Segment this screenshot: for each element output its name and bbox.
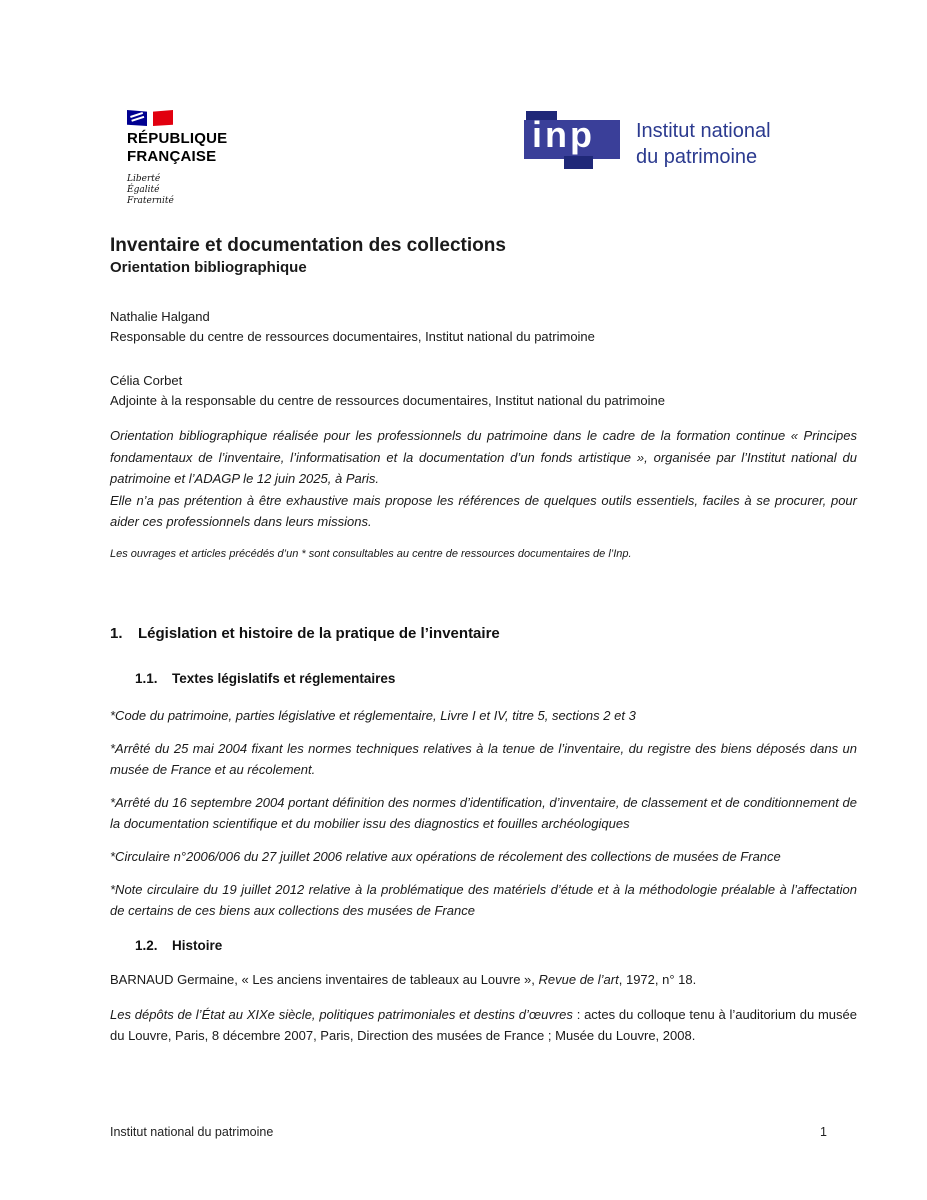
- footer-page-number: 1: [820, 1125, 827, 1139]
- bibliography-item: [110, 969, 857, 990]
- intro-paragraph-2: Elle n’a pas prétention à être exhaustive mais propose les références de quelques outils essentiels, faciles à se procurer, pour aider ces professionnels dans leurs missions.: [110, 492, 857, 529]
- page-title: Inventaire et documentation des collections: [110, 235, 506, 256]
- inp-logo: [524, 111, 771, 171]
- entry-text: , 1972, n° 18.: [618, 971, 697, 987]
- bibliography-item: *Arrêté du 25 mai 2004 fixant les normes techniques relatives à la tenue de l’inventaire, du registre des biens déposés dans un musée de France et au récolement.: [110, 740, 857, 777]
- section-title: Législation et histoire de la pratique de l’inventaire: [138, 624, 500, 642]
- inp-name-line2: du patrimoine: [636, 146, 758, 168]
- bibliography-item: *Arrêté du 16 septembre 2004 portant définition des normes d’identification, d’inventaire, de classement et de conditionnement de la documentation scientifique et du mobilier issu des diagnostics et fouilles archéologiques: [110, 794, 857, 831]
- intro-paragraph: [110, 425, 857, 533]
- author-role: Responsable du centre de ressources documentaires, Institut national du patrimoine: [110, 329, 595, 344]
- inp-logo-icon: [524, 111, 620, 171]
- entry-text: BARNAUD Germaine, « Les anciens inventaires de tableaux au Louvre »,: [110, 971, 539, 987]
- entry-text: : actes du colloque tenu à l’auditorium du musée du Louvre, Paris, 8 décembre 2007, Paris, Direction des musées de France ; Musée du Louvre, 2008.: [110, 1006, 857, 1043]
- rf-logo-name: [127, 130, 237, 166]
- rf-motto: [127, 174, 237, 207]
- subsection-title: Textes législatifs et réglementaires: [172, 670, 396, 686]
- section-number: 1.: [110, 624, 123, 642]
- author-name: Nathalie Halgand: [110, 309, 210, 324]
- bibliography-item: *Circulaire n°2006/006 du 27 juillet 2006 relative aux opérations de récolement des collections de musées de France: [110, 848, 781, 864]
- inp-acronym: inp: [532, 114, 595, 155]
- section-1-heading: [110, 624, 857, 644]
- bibliography-item: *Code du patrimoine, parties législative et réglementaire, Livre I et IV, titre 5, sections 2 et 3: [110, 707, 636, 723]
- author-block-1: [110, 307, 857, 347]
- document-content: [110, 233, 857, 1046]
- author-role: Adjointe à la responsable du centre de ressources documentaires, Institut national du patrimoine: [110, 393, 665, 408]
- author-block-2: [110, 371, 857, 411]
- subsection-number: 1.2.: [135, 937, 158, 953]
- entry-cited-work: Les dépôts de l’État au XIXe siècle, politiques patrimoniales et destins d’œuvres: [110, 1006, 573, 1022]
- rf-motto-line3: Fraternité: [127, 196, 174, 206]
- flag-blue-block: [127, 110, 147, 126]
- footer-institution: Institut national du patrimoine: [110, 1125, 274, 1139]
- rf-name-line1: RÉPUBLIQUE: [127, 130, 228, 147]
- inp-institute-name: [636, 118, 771, 170]
- intro-paragraph-1: Orientation bibliographique réalisée pour les professionnels du patrimoine dans le cadre de la formation continue « Principes fondamentaux de l’inventaire, l’informatisation et la documentation d’un fonds artistique », organisée par l’Institut national du patrimoine et l’ADAGP le 12 juin 2025, à Paris.: [110, 428, 857, 486]
- republique-francaise-logo: [127, 110, 237, 207]
- inp-name-line1: Institut national: [636, 120, 771, 142]
- bibliography-item: [110, 1004, 857, 1046]
- subsection-number: 1.1.: [135, 670, 158, 686]
- page-footer: [110, 1124, 827, 1140]
- subsection-title: Histoire: [172, 937, 223, 953]
- bibliography-item: *Note circulaire du 19 juillet 2012 relative à la problématique des matériels d’étude et à la méthodologie préalable à l’affectation de certains de ces biens aux collections des musées de France: [110, 881, 857, 918]
- rf-name-line2: FRANÇAISE: [127, 148, 217, 165]
- consultation-note: Les ouvrages et articles précédés d’un * sont consultables au centre de ressources documentaires de l’Inp.: [110, 547, 632, 560]
- french-flag-icon: [127, 110, 237, 126]
- author-name: Célia Corbet: [110, 373, 183, 388]
- subsection-1-2-heading: [135, 937, 857, 955]
- flag-red-block: [153, 110, 173, 126]
- page-subtitle: Orientation bibliographique: [110, 259, 307, 276]
- rf-motto-line1: Liberté: [127, 174, 161, 184]
- rf-motto-line2: Égalité: [127, 185, 160, 195]
- entry-cited-work: Revue de l’art: [538, 971, 619, 987]
- subsection-1-1-heading: [135, 670, 857, 688]
